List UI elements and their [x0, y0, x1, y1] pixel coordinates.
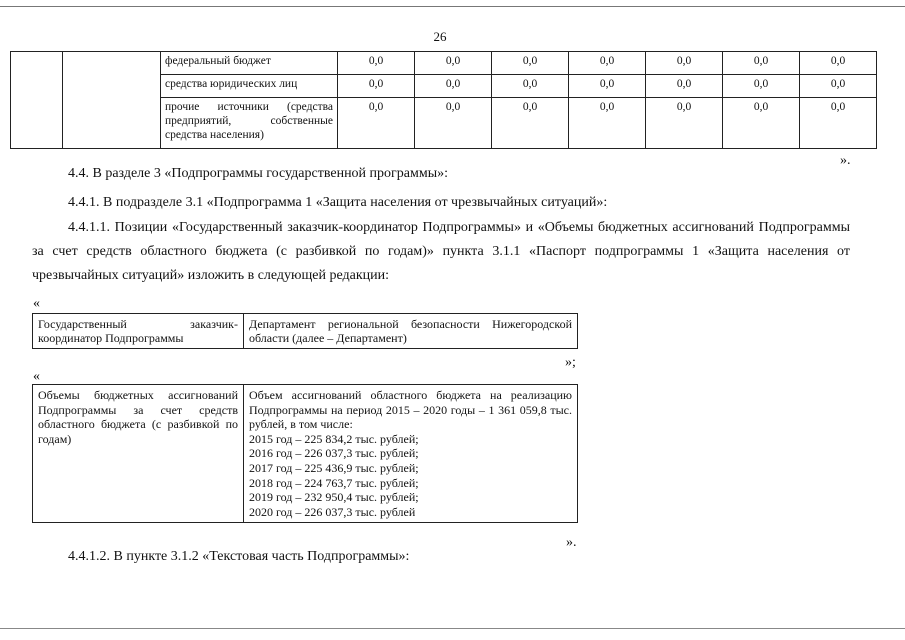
- section-heading-4-4-1: 4.4.1. В подразделе 3.1 «Подпрограмма 1 «Защита населения от чрезвычайных ситуаций»:: [68, 195, 608, 210]
- funding-sources-table: [10, 51, 877, 149]
- funding-value: 0,0: [569, 75, 646, 98]
- funding-value: 0,0: [569, 52, 646, 75]
- opening-quote-mark: «: [33, 369, 40, 384]
- budget-year-line: 2015 год – 225 834,2 тыс. рублей;: [249, 431, 419, 446]
- page-number: 26: [433, 29, 447, 44]
- funding-value: 0,0: [569, 98, 646, 149]
- budget-year-line: 2017 год – 225 436,9 тыс. рублей;: [249, 460, 419, 475]
- budget-allocations-table: [32, 384, 578, 523]
- funding-value: 0,0: [646, 75, 723, 98]
- funding-value: 0,0: [338, 75, 415, 98]
- funding-value: 0,0: [492, 52, 569, 75]
- funding-source-label: федеральный бюджет: [161, 52, 338, 75]
- customer-label: Государственный заказчик-координатор Подпрограммы: [33, 314, 244, 349]
- table-row: [11, 52, 877, 75]
- funding-source-label: средства юридических лиц: [161, 75, 338, 98]
- funding-value: 0,0: [415, 75, 492, 98]
- funding-value: 0,0: [800, 52, 877, 75]
- closing-quote-mark: »;: [565, 355, 576, 370]
- opening-quote-mark: «: [33, 296, 40, 311]
- section-heading-4-4-1-2: 4.4.1.2. В пункте 3.1.2 «Текстовая часть Подпрограммы»:: [68, 549, 410, 564]
- section-paragraph-4-4-1-1: 4.4.1.1. Позиции «Государственный заказчик-координатор Подпрограммы» и «Объемы бюджетных ассигнований Подпрограммы за счет средств областного бюджета (с разбивкой по годам)» пункта 3.1.1 «Паспорт подпрограммы 1 «Защита населения от чрезвычайных ситуаций» изложить в следующей редакции:: [32, 220, 850, 283]
- funding-value: 0,0: [800, 98, 877, 149]
- bottom-edge-line: [0, 628, 905, 629]
- funding-value: 0,0: [415, 52, 492, 75]
- funding-value: 0,0: [646, 98, 723, 149]
- funding-value: 0,0: [723, 75, 800, 98]
- budget-year-line: 2020 год – 226 037,3 тыс. рублей: [249, 504, 416, 519]
- funding-source-label: прочие источники (средства предприятий, собственные средства населения): [161, 98, 338, 149]
- funding-value: 0,0: [338, 98, 415, 149]
- funding-value: 0,0: [492, 75, 569, 98]
- funding-value: 0,0: [646, 52, 723, 75]
- budget-year-line: 2016 год – 226 037,3 тыс. рублей;: [249, 446, 419, 461]
- section-heading-4-4: 4.4. В разделе 3 «Подпрограммы государственной программы»:: [68, 166, 449, 181]
- table-row: [33, 314, 578, 349]
- customer-value: Департамент региональной безопасности Нижегородской области (далее – Департамент): [244, 314, 578, 349]
- funding-value: 0,0: [800, 75, 877, 98]
- table-row: [33, 385, 578, 523]
- funding-value: 0,0: [338, 52, 415, 75]
- funding-value: 0,0: [723, 98, 800, 149]
- budget-year-line: 2019 год – 232 950,4 тыс. рублей;: [249, 490, 419, 505]
- closing-quote-mark: ».: [840, 153, 851, 168]
- top-edge-line: [0, 6, 905, 7]
- customer-coordinator-table: [32, 313, 578, 349]
- budget-label: Объемы бюджетных ассигнований Подпрограммы за счет средств областного бюджета (с разбивкой по годам): [33, 385, 244, 523]
- budget-value: [244, 385, 578, 523]
- table-cell-empty: [63, 52, 161, 149]
- funding-value: 0,0: [492, 98, 569, 149]
- funding-value: 0,0: [415, 98, 492, 149]
- funding-value: 0,0: [723, 52, 800, 75]
- table-cell-empty: [11, 52, 63, 149]
- budget-year-line: 2018 год – 224 763,7 тыс. рублей;: [249, 475, 419, 490]
- budget-intro: Объем ассигнований областного бюджета на реализацию Подпрограммы на период 2015 – 2020 годы – 1 361 059,8 тыс. рублей, в том числе:: [249, 388, 572, 432]
- closing-quote-mark: ».: [566, 535, 577, 550]
